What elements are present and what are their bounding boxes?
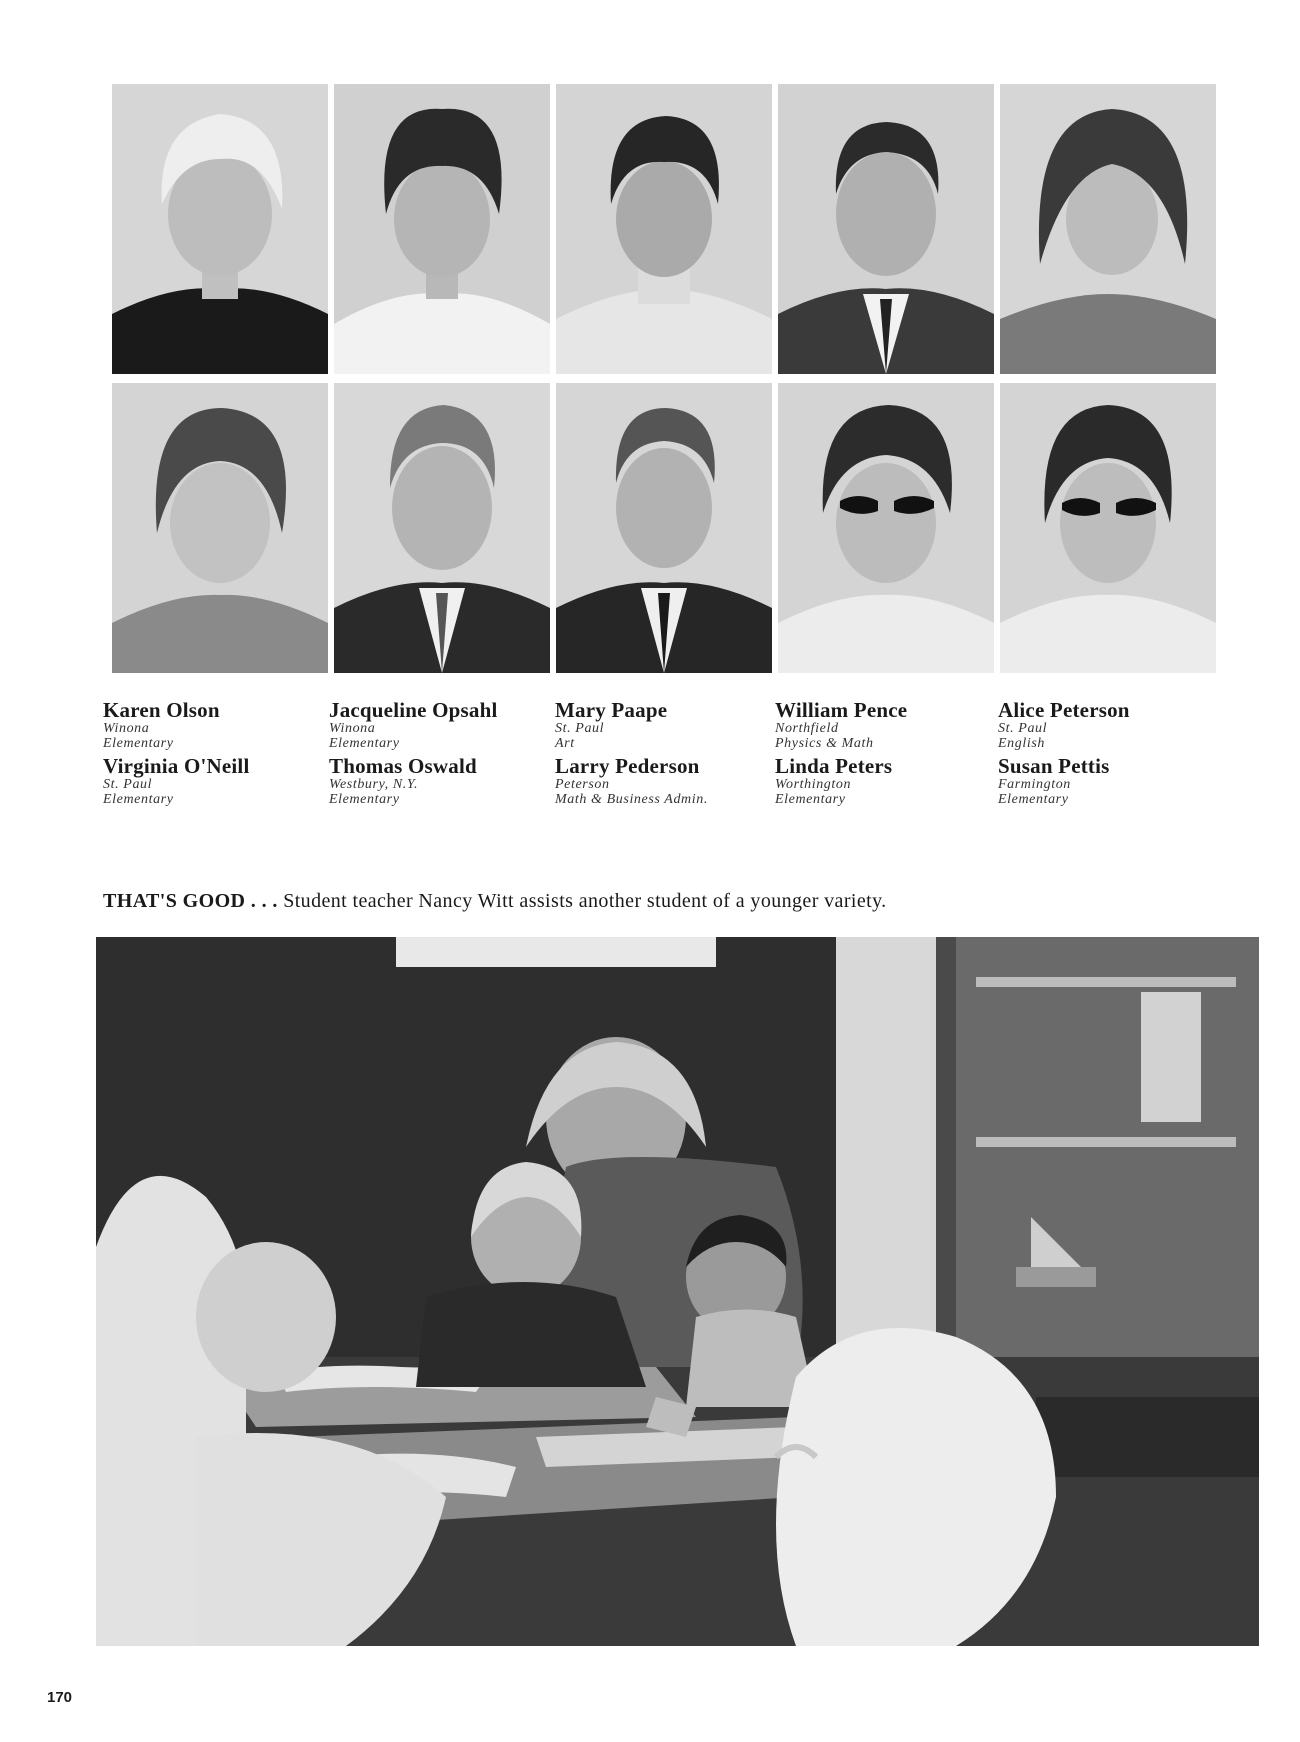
portrait-photo bbox=[1000, 383, 1216, 673]
portrait-jacqueline-opsahl bbox=[334, 84, 550, 374]
person-entry bbox=[775, 699, 990, 751]
portrait-photo bbox=[556, 84, 772, 374]
portrait-larry-pederson bbox=[556, 383, 772, 673]
person-hometown: St. Paul bbox=[555, 721, 605, 736]
person-hometown: Winona bbox=[103, 721, 150, 736]
name-column-5 bbox=[998, 699, 1213, 811]
portrait-karen-olson bbox=[112, 84, 328, 374]
person-major: Elementary bbox=[329, 792, 400, 807]
person-name: Mary Paape bbox=[555, 698, 668, 722]
portrait-photo bbox=[334, 383, 550, 673]
portrait-alice-peterson bbox=[1000, 84, 1216, 374]
person-name: Virginia O'Neill bbox=[103, 754, 250, 778]
person-hometown: Farmington bbox=[998, 777, 1071, 792]
portrait-photo bbox=[112, 84, 328, 374]
person-major: Elementary bbox=[998, 792, 1069, 807]
person-entry bbox=[103, 755, 318, 807]
person-entry bbox=[555, 699, 770, 751]
caption-text: Student teacher Nancy Witt assists another student of a younger variety. bbox=[277, 890, 887, 912]
portrait-photo bbox=[556, 383, 772, 673]
person-entry bbox=[329, 699, 544, 751]
portrait-thomas-oswald bbox=[334, 383, 550, 673]
name-column-4 bbox=[775, 699, 990, 811]
photo-caption bbox=[103, 890, 887, 913]
caption-lead: THAT'S GOOD . . . bbox=[103, 890, 278, 912]
person-name: Jacqueline Opsahl bbox=[329, 698, 498, 722]
person-entry bbox=[329, 755, 544, 807]
person-major: Elementary bbox=[103, 792, 174, 807]
person-name: Linda Peters bbox=[775, 754, 893, 778]
name-column-1 bbox=[103, 699, 318, 811]
person-entry bbox=[998, 755, 1213, 807]
portrait-mary-paape bbox=[556, 84, 772, 374]
classroom-scene bbox=[96, 937, 1259, 1646]
person-name: Alice Peterson bbox=[998, 698, 1130, 722]
person-entry bbox=[555, 755, 770, 807]
person-name: Susan Pettis bbox=[998, 754, 1110, 778]
portrait-photo bbox=[778, 383, 994, 673]
person-name: Karen Olson bbox=[103, 698, 220, 722]
name-column-2 bbox=[329, 699, 544, 811]
page-number: 170 bbox=[47, 1689, 73, 1706]
person-hometown: Worthington bbox=[775, 777, 852, 792]
person-hometown: St. Paul bbox=[103, 777, 153, 792]
person-name: Larry Pederson bbox=[555, 754, 700, 778]
person-major: Elementary bbox=[329, 736, 400, 751]
person-entry bbox=[998, 699, 1213, 751]
person-major: Physics & Math bbox=[775, 736, 874, 751]
portrait-photo bbox=[1000, 84, 1216, 374]
portrait-william-pence bbox=[778, 84, 994, 374]
person-name: William Pence bbox=[775, 698, 908, 722]
portrait-virginia-oneill bbox=[112, 383, 328, 673]
name-column-3 bbox=[555, 699, 770, 811]
person-hometown: Winona bbox=[329, 721, 376, 736]
portrait-photo bbox=[112, 383, 328, 673]
person-name: Thomas Oswald bbox=[329, 754, 477, 778]
classroom-photo bbox=[96, 937, 1259, 1646]
portrait-photo bbox=[778, 84, 994, 374]
person-entry bbox=[103, 699, 318, 751]
person-major: Elementary bbox=[775, 792, 846, 807]
person-hometown: St. Paul bbox=[998, 721, 1048, 736]
person-hometown: Northfield bbox=[775, 721, 839, 736]
person-hometown: Peterson bbox=[555, 777, 610, 792]
person-major: Elementary bbox=[103, 736, 174, 751]
portrait-photo bbox=[334, 84, 550, 374]
person-major: Math & Business Admin. bbox=[555, 792, 708, 807]
portrait-linda-peters bbox=[778, 383, 994, 673]
portrait-susan-pettis bbox=[1000, 383, 1216, 673]
person-major: Art bbox=[555, 736, 575, 751]
person-major: English bbox=[998, 736, 1045, 751]
person-hometown: Westbury, N.Y. bbox=[329, 777, 419, 792]
person-entry bbox=[775, 755, 990, 807]
